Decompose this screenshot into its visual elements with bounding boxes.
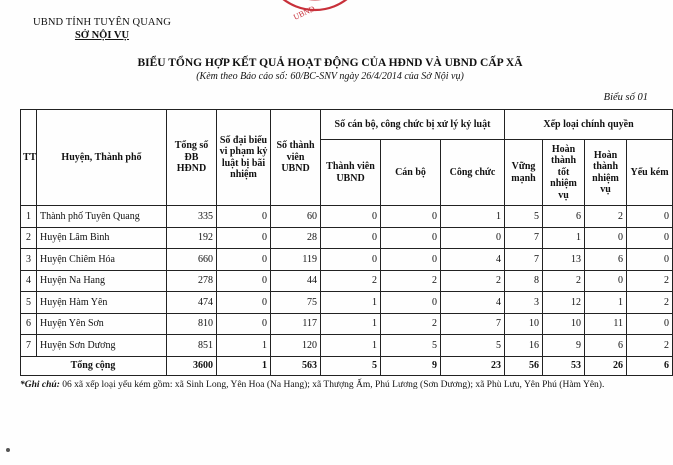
cell-tt: 6 bbox=[21, 313, 37, 335]
cell-d-canbo: 0 bbox=[381, 227, 441, 249]
cell-tt: 3 bbox=[21, 249, 37, 271]
cell-r-strong: 8 bbox=[505, 270, 543, 292]
header-r-good: Hoàn thành tốt nhiệm vụ bbox=[543, 140, 585, 206]
footnote-label: *Ghi chú: bbox=[20, 380, 60, 390]
cell-tt: 4 bbox=[21, 270, 37, 292]
cell-r-weak: 0 bbox=[627, 313, 673, 335]
cell-total: 851 bbox=[167, 335, 217, 357]
document-subtitle: (Kèm theo Báo cáo số: 60/BC-SNV ngày 26/4/2014 của Sở Nội vụ) bbox=[196, 71, 464, 82]
cell-d-congchuc: 5 bbox=[441, 335, 505, 357]
cell-name: Huyện Sơn Dương bbox=[37, 335, 167, 357]
cell-violations: 0 bbox=[217, 292, 271, 314]
header-total-delegates: Tổng số ĐB HĐND bbox=[167, 110, 217, 206]
cell-total: 278 bbox=[167, 270, 217, 292]
table-row bbox=[21, 313, 673, 335]
cell-r-weak: 0 bbox=[627, 249, 673, 271]
cell-r-strong: 10 bbox=[505, 313, 543, 335]
cell-r-good: 9 bbox=[543, 335, 585, 357]
cell-ubnd: 60 bbox=[271, 206, 321, 228]
header-tt: TT bbox=[21, 110, 37, 206]
cell-d-ubnd: 1 bbox=[321, 335, 381, 357]
table-row bbox=[21, 292, 673, 314]
cell-r-weak: 0 bbox=[627, 206, 673, 228]
cell-violations: 0 bbox=[217, 313, 271, 335]
footnote bbox=[20, 380, 650, 390]
cell-r-strong: 5 bbox=[505, 206, 543, 228]
header-disciplined-group: Số cán bộ, công chức bị xử lý kỷ luật bbox=[321, 110, 505, 140]
document-title: BIỂU TỔNG HỢP KẾT QUẢ HOẠT ĐỘNG CỦA HĐND VÀ UBND CẤP XÃ bbox=[137, 57, 523, 69]
header-r-strong: Vững mạnh bbox=[505, 140, 543, 206]
cell-r-strong: 16 bbox=[505, 335, 543, 357]
cell-d-congchuc: 7 bbox=[441, 313, 505, 335]
table-row bbox=[21, 270, 673, 292]
total-violations: 1 bbox=[217, 356, 271, 375]
cell-name: Huyện Yên Sơn bbox=[37, 313, 167, 335]
issuing-organization bbox=[22, 17, 182, 41]
cell-r-done: 0 bbox=[585, 270, 627, 292]
cell-tt: 5 bbox=[21, 292, 37, 314]
cell-tt: 1 bbox=[21, 206, 37, 228]
total-r-strong: 56 bbox=[505, 356, 543, 375]
cell-ubnd: 75 bbox=[271, 292, 321, 314]
cell-d-canbo: 2 bbox=[381, 313, 441, 335]
cell-d-ubnd: 0 bbox=[321, 249, 381, 271]
cell-violations: 0 bbox=[217, 227, 271, 249]
form-number: Biểu số 01 bbox=[603, 92, 648, 103]
cell-ubnd: 44 bbox=[271, 270, 321, 292]
cell-r-done: 6 bbox=[585, 249, 627, 271]
cell-d-canbo: 0 bbox=[381, 249, 441, 271]
cell-r-good: 10 bbox=[543, 313, 585, 335]
header-violations: Số đại biểu vi phạm kỷ luật bị bãi nhiệm bbox=[217, 110, 271, 206]
header-rating-group: Xếp loại chính quyền bbox=[505, 110, 673, 140]
cell-ubnd: 119 bbox=[271, 249, 321, 271]
cell-r-good: 1 bbox=[543, 227, 585, 249]
margin-mark bbox=[6, 448, 10, 452]
cell-r-weak: 2 bbox=[627, 335, 673, 357]
cell-d-congchuc: 2 bbox=[441, 270, 505, 292]
cell-d-canbo: 0 bbox=[381, 206, 441, 228]
cell-name: Huyện Hàm Yên bbox=[37, 292, 167, 314]
summary-table bbox=[20, 109, 673, 376]
header-d-ubnd: Thành viên UBND bbox=[321, 140, 381, 206]
total-d-canbo: 9 bbox=[381, 356, 441, 375]
cell-total: 192 bbox=[167, 227, 217, 249]
cell-d-ubnd: 0 bbox=[321, 227, 381, 249]
total-d-congchuc: 23 bbox=[441, 356, 505, 375]
cell-total: 660 bbox=[167, 249, 217, 271]
total-delegates: 3600 bbox=[167, 356, 217, 375]
cell-total: 810 bbox=[167, 313, 217, 335]
table-row bbox=[21, 206, 673, 228]
cell-r-good: 13 bbox=[543, 249, 585, 271]
cell-r-done: 1 bbox=[585, 292, 627, 314]
cell-r-done: 0 bbox=[585, 227, 627, 249]
cell-d-congchuc: 4 bbox=[441, 249, 505, 271]
cell-name: Thành phố Tuyên Quang bbox=[37, 206, 167, 228]
header-r-done: Hoàn thành nhiệm vụ bbox=[585, 140, 627, 206]
total-r-weak: 6 bbox=[627, 356, 673, 375]
cell-r-weak: 0 bbox=[627, 227, 673, 249]
cell-violations: 0 bbox=[217, 206, 271, 228]
total-row bbox=[21, 356, 673, 375]
total-ubnd: 563 bbox=[271, 356, 321, 375]
cell-tt: 7 bbox=[21, 335, 37, 357]
cell-r-strong: 3 bbox=[505, 292, 543, 314]
cell-total: 474 bbox=[167, 292, 217, 314]
header-d-congchuc: Công chức bbox=[441, 140, 505, 206]
table-row bbox=[21, 227, 673, 249]
cell-d-congchuc: 0 bbox=[441, 227, 505, 249]
footnote-text: 06 xã xếp loại yếu kém gồm: xã Sinh Long, Yên Hoa (Na Hang); xã Thượng Ấm, Phú Lương (Sơn Dương); xã Phù Lưu, Yên Phú (Hàm Yên). bbox=[59, 380, 605, 390]
total-r-good: 53 bbox=[543, 356, 585, 375]
cell-d-congchuc: 4 bbox=[441, 292, 505, 314]
header-name: Huyện, Thành phố bbox=[37, 110, 167, 206]
cell-r-good: 2 bbox=[543, 270, 585, 292]
cell-d-canbo: 0 bbox=[381, 292, 441, 314]
cell-r-good: 6 bbox=[543, 206, 585, 228]
cell-d-canbo: 5 bbox=[381, 335, 441, 357]
cell-violations: 0 bbox=[217, 249, 271, 271]
header-d-canbo: Cán bộ bbox=[381, 140, 441, 206]
total-label: Tổng cộng bbox=[21, 356, 167, 375]
cell-r-weak: 2 bbox=[627, 292, 673, 314]
cell-ubnd: 28 bbox=[271, 227, 321, 249]
cell-name: Huyện Chiêm Hóa bbox=[37, 249, 167, 271]
cell-r-weak: 2 bbox=[627, 270, 673, 292]
total-d-ubnd: 5 bbox=[321, 356, 381, 375]
cell-d-canbo: 2 bbox=[381, 270, 441, 292]
cell-d-ubnd: 1 bbox=[321, 313, 381, 335]
cell-d-ubnd: 1 bbox=[321, 292, 381, 314]
svg-text:UBND: UBND bbox=[292, 4, 317, 22]
cell-ubnd: 120 bbox=[271, 335, 321, 357]
cell-r-strong: 7 bbox=[505, 249, 543, 271]
cell-d-ubnd: 2 bbox=[321, 270, 381, 292]
cell-total: 335 bbox=[167, 206, 217, 228]
cell-name: Huyện Lâm Bình bbox=[37, 227, 167, 249]
header-ubnd-members: Số thành viên UBND bbox=[271, 110, 321, 206]
cell-r-good: 12 bbox=[543, 292, 585, 314]
header-r-weak: Yếu kém bbox=[627, 140, 673, 206]
cell-r-done: 6 bbox=[585, 335, 627, 357]
cell-ubnd: 117 bbox=[271, 313, 321, 335]
table-row bbox=[21, 249, 673, 271]
cell-violations: 1 bbox=[217, 335, 271, 357]
cell-d-ubnd: 0 bbox=[321, 206, 381, 228]
cell-r-done: 2 bbox=[585, 206, 627, 228]
official-stamp-seal bbox=[265, 0, 365, 28]
cell-tt: 2 bbox=[21, 227, 37, 249]
total-r-done: 26 bbox=[585, 356, 627, 375]
table-row bbox=[21, 335, 673, 357]
org-line-1: UBND TỈNH TUYÊN QUANG bbox=[33, 17, 171, 28]
cell-violations: 0 bbox=[217, 270, 271, 292]
cell-r-strong: 7 bbox=[505, 227, 543, 249]
cell-r-done: 11 bbox=[585, 313, 627, 335]
cell-name: Huyện Na Hang bbox=[37, 270, 167, 292]
org-line-2: SỞ NỘI VỤ bbox=[74, 30, 130, 41]
cell-d-congchuc: 1 bbox=[441, 206, 505, 228]
